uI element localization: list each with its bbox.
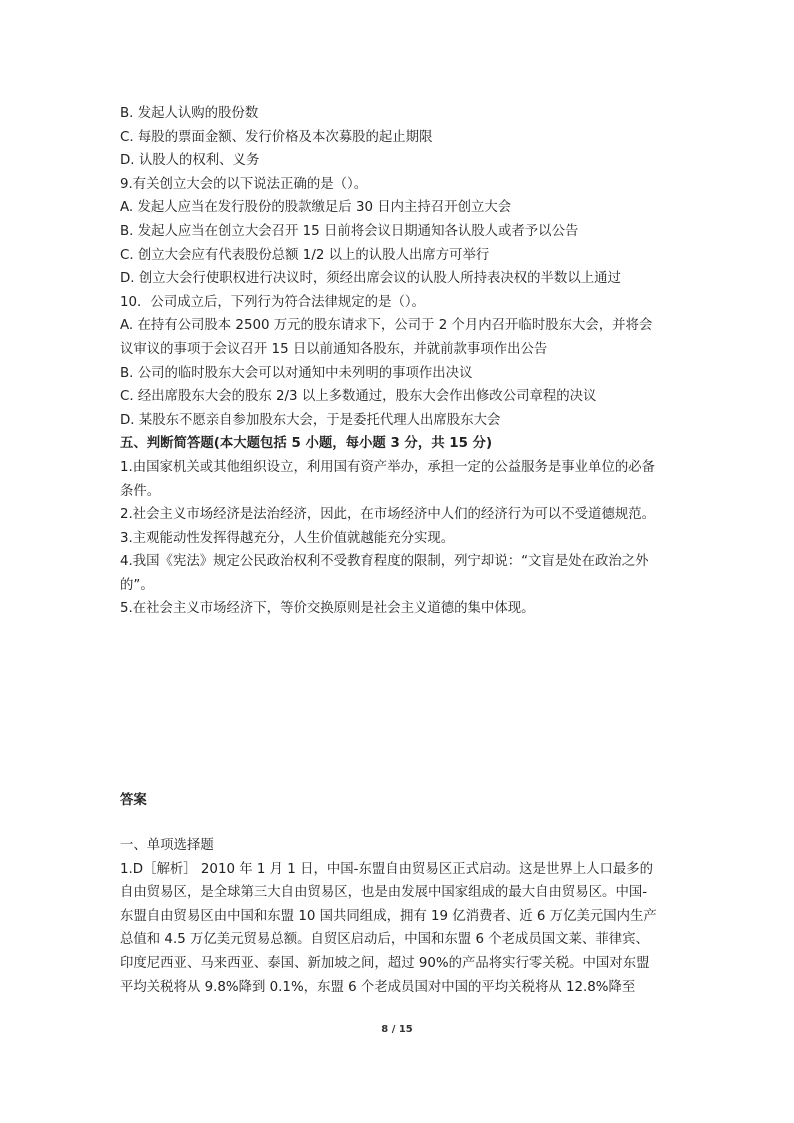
- text-line: 3.主观能动性发挥得越充分，人生价值就越能充分实现。: [120, 530, 455, 546]
- answer-heading: 答案: [120, 793, 147, 808]
- text-line: 一、单项选择题: [120, 838, 214, 853]
- text-line: C. 经出席股东大会的股东 2/3 以上多数通过，股东大会作出修改公司章程的决议: [120, 389, 597, 405]
- text-line: 1.由国家机关或其他组织设立，利用国有资产举办，承担一定的公益服务是事业单位的必备: [120, 459, 656, 475]
- text-line: B. 发起人认购的股份数: [120, 106, 259, 121]
- text-line: 条件。: [120, 483, 161, 499]
- text-line: 自由贸易区，是全球第三大自由贸易区，也是由发展中国家组成的最大自由贸易区。中国-: [120, 885, 648, 901]
- text-line: D. 创立大会行使职权进行决议时，须经出席会议的认股人所持表决权的半数以上通过: [120, 271, 621, 287]
- text-line: 2.社会主义市场经济是法治经济，因此，在市场经济中人们的经济行为可以不受道德规范。: [120, 507, 656, 523]
- text-line: 总值和 4.5 万亿美元贸易总额。自贸区启动后，中国和东盟 6 个老成员国文莱、菲律宾、: [120, 932, 649, 948]
- text-line: 平均关税将从 9.8%降到 0.1%，东盟 6 个老成员国对中国的平均关税将从 12.8%降至: [120, 979, 636, 995]
- text-line: B. 公司的临时股东大会可以对通知中未列明的事项作出决议: [120, 365, 473, 381]
- text-line: 五、判断简答题(本大题包括 5 小题，每小题 3 分，共 15 分): [120, 436, 493, 452]
- text-line: A. 在持有公司股本 2500 万元的股东请求下，公司于 2 个月内召开临时股东大会，并将会: [120, 318, 653, 334]
- text-line: B. 发起人应当在创立大会召开 15 日前将会议日期通知各认股人或者予以公告: [120, 223, 579, 239]
- text-line: A. 发起人应当在发行股份的股款缴足后 30 日内主持召开创立大会: [120, 200, 512, 216]
- page-number: 8 / 15: [381, 1024, 413, 1035]
- text-line: 东盟自由贸易区由中国和东盟 10 国共同组成，拥有 19 亿消费者、近 6 万亿美元国内生产: [120, 908, 657, 924]
- text-line: 4.我国《宪法》规定公民政治权利不受教育程度的限制，列宁却说：“文盲是处在政治之外: [120, 554, 649, 570]
- text-line: 10．公司成立后，下列行为符合法律规定的是（）。: [120, 294, 425, 310]
- text-line: 5.在社会主义市场经济下，等价交换原则是社会主义道德的集中体现。: [120, 601, 535, 617]
- text-line: 9.有关创立大会的以下说法正确的是（）。: [120, 176, 368, 192]
- text-line: 议审议的事项于会议召开 15 日以前通知各股东，并就前款事项作出公告: [120, 341, 548, 357]
- answers-section: [120, 834, 680, 999]
- text-line: D. 认股人的权利、义务: [120, 153, 260, 169]
- questions-section: [120, 102, 680, 621]
- text-line: C. 创立大会应有代表股份总额 1/2 以上的认股人出席方可举行: [120, 247, 490, 263]
- text-line: 的”。: [120, 577, 154, 593]
- text-line: 印度尼西亚、马来西亚、泰国、新加坡之间，超过 90%的产品将实行零关税。中国对东盟: [120, 955, 650, 971]
- text-line: D. 某股东不愿亲自参加股东大会，于是委托代理人出席股东大会: [120, 412, 501, 428]
- text-line: 1.D［解析］ 2010 年 1 月 1 日，中国-东盟自由贸易区正式启动。这是世界上人口最多的: [120, 861, 654, 877]
- text-line: C. 每股的票面金额、发行价格及本次募股的起止期限: [120, 129, 433, 145]
